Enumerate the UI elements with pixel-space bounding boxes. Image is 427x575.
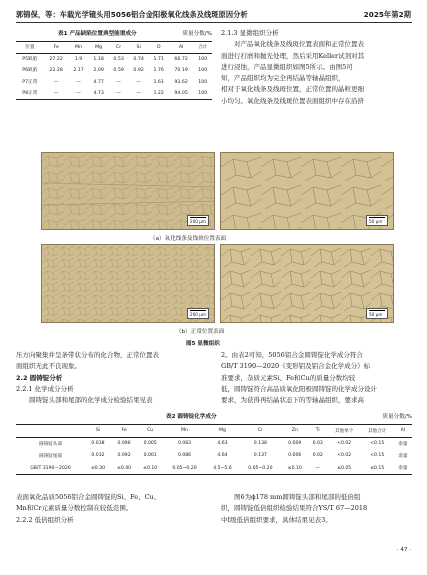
table1-unit: 质量分数/% bbox=[182, 31, 212, 37]
table2-header-row bbox=[16, 425, 412, 438]
table-cell: 0.92 bbox=[133, 67, 144, 73]
micrograph-b-high bbox=[220, 244, 394, 323]
right-top-line: 面进行打磨和抛光处理，然后采用Keller试剂对其 bbox=[221, 51, 365, 60]
column-header: Cr bbox=[109, 42, 129, 54]
column-header: Mn bbox=[163, 425, 206, 438]
issue-label: 2025年第2期 bbox=[363, 10, 411, 19]
bottom-right-line: 织，圆铸锭低倍组织检验结果符合YS/T 67—2018 bbox=[221, 504, 368, 513]
table-cell: 0.03 bbox=[312, 441, 323, 446]
table-cell: 94.05 bbox=[174, 90, 188, 96]
table-row bbox=[16, 462, 412, 475]
right-mid-line: 低，圆铸锭符合高品质氧化阳极圆铸锭的化学成分设计 bbox=[221, 384, 377, 393]
table-row bbox=[16, 53, 212, 65]
table-cell: 4.5~5.6 bbox=[213, 465, 232, 471]
column-header: Si bbox=[129, 42, 149, 54]
figure5-subcaption-a: （a）氧化线条及线斑位置表面 bbox=[150, 236, 227, 242]
table-cell: — bbox=[116, 79, 121, 85]
right-top-line: 进行浸蚀，产品显微组织如图5所示。由图5可 bbox=[221, 62, 353, 71]
table-cell: <0.15 bbox=[370, 441, 385, 446]
table-cell: 0.005 bbox=[143, 441, 157, 446]
table-cell: 1.61 bbox=[153, 79, 164, 85]
table-cell: 0.006 bbox=[288, 453, 302, 459]
table-cell: 0.137 bbox=[253, 453, 267, 459]
table-cell: <0.15 bbox=[370, 453, 385, 459]
micrograph-b-low bbox=[41, 244, 215, 323]
table-cell: 1.71 bbox=[153, 56, 164, 62]
column-header bbox=[16, 425, 85, 438]
table-cell: 余量 bbox=[398, 453, 408, 459]
column-header: Mg bbox=[89, 42, 109, 54]
table-cell: 66.72 bbox=[174, 56, 188, 62]
table-cell: 0.02 bbox=[312, 453, 323, 459]
table2-block bbox=[16, 412, 412, 475]
table1-title: 表1 产品缺陷位置典型能谱成分 bbox=[58, 31, 137, 37]
table-cell: ≤0.10 bbox=[143, 465, 158, 471]
table2-unit: 质量分数/% bbox=[382, 414, 412, 420]
right-mid-text bbox=[221, 350, 411, 406]
table2 bbox=[16, 424, 412, 475]
column-header: 其他单个 bbox=[328, 425, 361, 438]
table-cell: 100 bbox=[198, 79, 208, 85]
table-cell: P7正常 bbox=[22, 80, 38, 86]
table-row bbox=[16, 65, 212, 77]
header-rule bbox=[16, 22, 412, 23]
table-cell: <0.02 bbox=[337, 441, 352, 446]
table-cell: — bbox=[315, 465, 321, 471]
micrograph-a-low bbox=[41, 152, 215, 230]
bottom-right-text bbox=[221, 492, 411, 526]
left-mid-para: 圆铸锭头部和尾部的化学成分检验结果见表 bbox=[29, 396, 153, 405]
column-header: Si bbox=[85, 425, 111, 438]
table-cell: 4.77 bbox=[93, 79, 104, 85]
table-cell: P6缺陷 bbox=[22, 68, 38, 74]
table-row bbox=[16, 437, 412, 450]
right-mid-line: 准要求，杂质元素Si、Fe和Cu的质量分数均较 bbox=[221, 373, 356, 382]
table-cell: 4.64 bbox=[217, 453, 228, 459]
right-top-line: 小均匀。氧化线条及线斑位置表面组织中存在沿挤 bbox=[221, 96, 364, 105]
figure5-caption: 图5 显微组织 bbox=[186, 341, 220, 347]
column-header: Al bbox=[394, 425, 412, 438]
table-cell: — bbox=[53, 79, 59, 85]
table-cell: 4.73 bbox=[93, 90, 104, 96]
column-header: Ti bbox=[308, 425, 328, 438]
table1 bbox=[16, 41, 212, 100]
table-cell: — bbox=[76, 79, 81, 85]
table-cell: — bbox=[76, 90, 81, 96]
column-header: 其他合计 bbox=[361, 425, 394, 438]
table-cell: ≤0.30 bbox=[90, 465, 106, 471]
left-mid-line: 面组织无此不良现象。 bbox=[16, 362, 81, 371]
table-row bbox=[16, 450, 412, 463]
left-mid-text bbox=[16, 350, 212, 406]
table-cell: — bbox=[116, 90, 121, 96]
table-cell: P8正常 bbox=[22, 91, 38, 97]
table-cell: 70.19 bbox=[174, 67, 188, 73]
table-cell: 余量 bbox=[398, 441, 408, 447]
table-cell: 0.092 bbox=[117, 453, 131, 459]
table-cell: <0.02 bbox=[337, 453, 352, 459]
table-cell: 27.22 bbox=[49, 56, 63, 62]
right-mid-line: 要求，为获得再结晶状态下的等轴晶组织，要求高 bbox=[221, 396, 364, 405]
right-top-text bbox=[221, 28, 411, 107]
table-cell: 0.032 bbox=[91, 453, 105, 459]
column-header: Cr bbox=[239, 425, 282, 438]
bottom-right-line: 中Ⅰ级低倍组织要求，具体结果见表3。 bbox=[221, 515, 332, 524]
scale-bar: 200 μm bbox=[187, 215, 209, 226]
table-cell: 0.53 bbox=[113, 56, 124, 62]
running-header-title: 郭锦保，等：车载光学镜头用5056铝合金阳极氧化线条及线斑原因分析 bbox=[16, 10, 248, 19]
column-header: Cu bbox=[137, 425, 163, 438]
table2-body bbox=[16, 437, 412, 475]
column-header: Zn bbox=[282, 425, 308, 438]
table-cell: — bbox=[53, 90, 59, 96]
table-cell: 0.59 bbox=[113, 67, 124, 73]
table-cell: 22.28 bbox=[49, 67, 63, 73]
table-cell: 4.63 bbox=[217, 441, 228, 446]
table-cell: P5缺陷 bbox=[22, 57, 38, 63]
table-cell: 100 bbox=[198, 56, 208, 62]
micrograph-a-high bbox=[220, 152, 394, 230]
table-cell: ≤0.40 bbox=[117, 465, 132, 471]
page-number: · 47 · bbox=[396, 547, 411, 553]
table-cell: 余量 bbox=[398, 466, 408, 471]
table-cell: 0.05~0.20 bbox=[172, 465, 197, 471]
table1-body bbox=[16, 53, 212, 99]
column-header: Mn bbox=[69, 42, 89, 54]
table-cell: 93.62 bbox=[174, 79, 188, 85]
right-top-line: 对产品氧化线条及线斑位置表面和正常位置表 bbox=[234, 40, 364, 49]
bottom-left-text bbox=[16, 492, 212, 526]
bottom-left-line: 表面氧化品质5056铝合金圆铸锭的Si、Fe、Cu、 bbox=[16, 493, 161, 501]
table-cell: GB/T 3190—2020 bbox=[30, 465, 71, 471]
table-cell: 2.17 bbox=[73, 67, 84, 73]
scale-bar: 50 μm bbox=[366, 308, 388, 319]
scale-bar: 200 μm bbox=[187, 308, 209, 319]
table-cell: 1.9 bbox=[74, 56, 83, 62]
table-row bbox=[16, 88, 212, 100]
column-header: 合计 bbox=[194, 42, 212, 54]
table-cell: 圆铸锭尾部 bbox=[38, 453, 62, 459]
bottom-right-line: 图6为ϕ178 mm圆铸锭头部和尾部的低倍组 bbox=[234, 493, 361, 501]
column-header: O bbox=[149, 42, 169, 54]
table-cell: 圆铸锭头部 bbox=[38, 441, 62, 447]
column-header: Fe bbox=[44, 42, 69, 54]
table-cell: 0.009 bbox=[288, 441, 302, 446]
table-cell: 1.18 bbox=[93, 56, 104, 62]
section-2-2-2-heading: 2.2.2 低倍组织分析 bbox=[16, 515, 74, 524]
table-cell: ≤0.10 bbox=[287, 465, 302, 471]
table-cell: 100 bbox=[198, 67, 208, 73]
table-cell: 1.76 bbox=[153, 67, 164, 73]
left-mid-line: 压方向聚集并呈条带状分布的化合物，正常位置表 bbox=[16, 351, 159, 359]
table2-title: 表2 圆铸锭化学成分 bbox=[166, 414, 217, 420]
table-cell: 0.001 bbox=[143, 453, 157, 459]
table1-header-row bbox=[16, 42, 212, 54]
table-cell: 0.038 bbox=[91, 441, 105, 446]
bottom-left-line: Mn和Cr元素质量分数控制在较低范围。 bbox=[16, 504, 133, 513]
table-cell: 0.138 bbox=[253, 441, 267, 446]
table-cell: 0.096 bbox=[117, 441, 131, 446]
table-cell: 1.22 bbox=[153, 90, 164, 96]
column-header: Mg bbox=[206, 425, 239, 438]
table-cell: 2.09 bbox=[93, 67, 104, 73]
table-cell: 0.086 bbox=[177, 453, 192, 459]
table-cell: — bbox=[136, 79, 141, 85]
right-top-line: 知，产品组织均为完全再结晶等轴晶组织， bbox=[221, 74, 345, 83]
table-row bbox=[16, 76, 212, 88]
table-cell: ≤0.15 bbox=[370, 465, 385, 471]
table1-block bbox=[16, 29, 212, 100]
scale-bar: 50 μm bbox=[366, 215, 388, 226]
section-2-1-3-heading: 2.1.3 显微组织分析 bbox=[221, 29, 279, 37]
table-cell: 0.083 bbox=[177, 441, 192, 446]
right-mid-line: 2。由表2可知，5056铝合金圆铸锭化学成分符合 bbox=[221, 351, 363, 359]
column-header: 位置 bbox=[16, 42, 44, 54]
table-cell: 100 bbox=[198, 90, 208, 96]
table-cell: — bbox=[136, 90, 141, 96]
right-top-line: 相对于氧化线条及线斑位置，正常位置的晶粒更细 bbox=[221, 85, 364, 94]
table-cell: 0.74 bbox=[133, 56, 144, 62]
right-mid-line: GB/T 3190—2020《变形铝及铝合金化学成分》标 bbox=[221, 362, 371, 371]
table-cell: 0.05~0.20 bbox=[248, 465, 273, 471]
column-header: Fe bbox=[111, 425, 137, 438]
column-header: Al bbox=[169, 42, 194, 54]
section-2-2-heading: 2.2 圆铸锭分析 bbox=[16, 373, 63, 382]
section-2-2-1-heading: 2.2.1 化学成分分析 bbox=[16, 384, 74, 393]
figure5-subcaption-b: （b）正常位置表面 bbox=[176, 329, 225, 335]
table-cell: ≤0.05 bbox=[337, 465, 352, 471]
